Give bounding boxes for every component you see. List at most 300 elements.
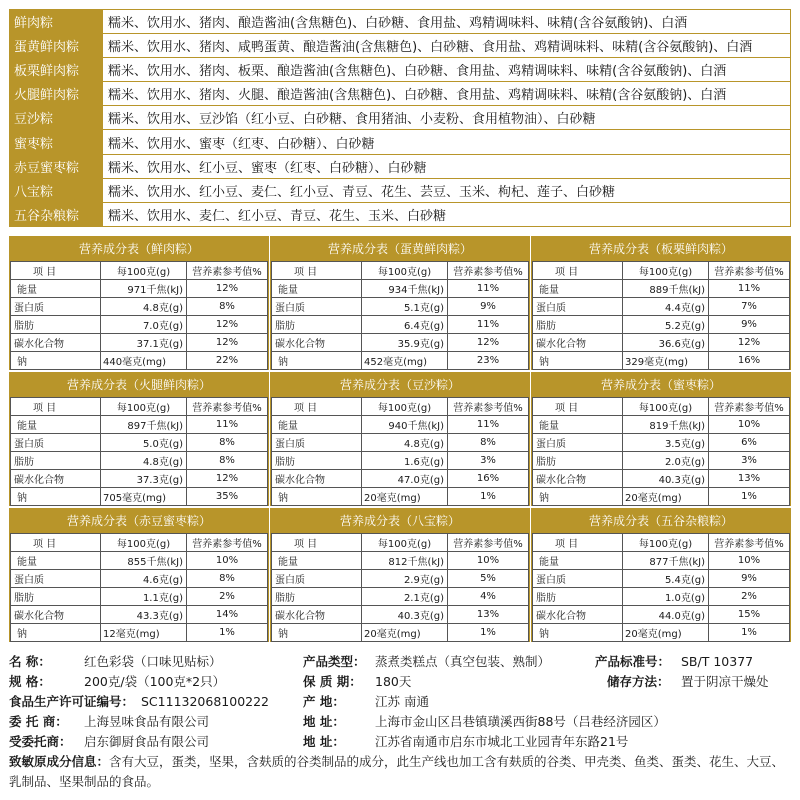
header-per100g: 每100克(g)	[362, 534, 448, 552]
nutrient-name: 钠	[533, 488, 623, 506]
nutrient-name: 钠	[272, 624, 362, 642]
client-label: 委 托 商：	[9, 714, 68, 729]
table-header-row	[533, 262, 790, 280]
ingredient-list: 糯米、饮用水、猪肉、咸鸭蛋黄、酿造酱油(含焦糖色)、白砂糖、食用盐、鸡精调味料、味精(含谷氨酸钠)、白酒	[103, 34, 791, 58]
ingredient-row	[10, 58, 791, 82]
nutrient-nrv: 11%	[448, 316, 529, 334]
header-nrv: 营养素参考值%	[187, 534, 268, 552]
table-row	[533, 316, 790, 334]
nutrient-name: 碳水化合物	[533, 470, 623, 488]
spec-label: 规 格：	[9, 674, 51, 689]
header-nrv: 营养素参考值%	[709, 262, 790, 280]
header-item: 项 目	[11, 262, 101, 280]
nutrient-name: 碳水化合物	[272, 470, 362, 488]
nutrient-nrv: 11%	[709, 280, 790, 298]
info-row-1	[9, 652, 791, 672]
spec-value: 200克/袋（100克*2只）	[84, 674, 226, 689]
nutrition-title: 营养成分表（八宝粽）	[271, 509, 529, 533]
table-row	[272, 434, 529, 452]
table-row	[533, 334, 790, 352]
table-row	[272, 624, 529, 642]
nutrient-name: 蛋白质	[533, 434, 623, 452]
nutrient-amount: 1.1克(g)	[101, 588, 187, 606]
table-row	[272, 416, 529, 434]
table-row	[533, 352, 790, 370]
ingredient-row	[10, 82, 791, 106]
nutrition-panel	[9, 372, 269, 506]
nutrient-amount: 20毫克(mg)	[623, 488, 709, 506]
table-row	[272, 452, 529, 470]
nutrient-amount: 37.3克(g)	[101, 470, 187, 488]
shelf-life-label: 保 质 期：	[303, 674, 362, 689]
nutrient-nrv: 7%	[709, 298, 790, 316]
nutrition-title: 营养成分表（五谷杂粮粽）	[532, 509, 790, 533]
table-header-row	[533, 534, 790, 552]
header-item: 项 目	[272, 262, 362, 280]
table-row	[11, 298, 268, 316]
nutrient-name: 能量	[533, 416, 623, 434]
table-header-row	[272, 398, 529, 416]
nutrient-amount: 2.0克(g)	[623, 452, 709, 470]
nutrient-amount: 4.8克(g)	[362, 434, 448, 452]
nutrient-name: 蛋白质	[11, 434, 101, 452]
header-item: 项 目	[272, 398, 362, 416]
header-nrv: 营养素参考值%	[709, 398, 790, 416]
type-value: 蒸煮类糕点（真空包装、熟制）	[375, 654, 551, 669]
header-per100g: 每100克(g)	[623, 534, 709, 552]
nutrient-amount: 4.8克(g)	[101, 452, 187, 470]
nutrient-name: 蛋白质	[272, 570, 362, 588]
nutrient-name: 钠	[533, 624, 623, 642]
nutrient-name: 蛋白质	[11, 570, 101, 588]
header-nrv: 营养素参考值%	[709, 534, 790, 552]
nutrient-name: 钠	[272, 488, 362, 506]
nutrition-table	[271, 261, 529, 370]
client-address-value: 上海市金山区吕巷镇璜溪西街88号（吕巷经济园区）	[375, 714, 666, 729]
table-header-row	[11, 398, 268, 416]
standard-label: 产品标准号：	[595, 654, 671, 669]
nutrition-table	[271, 533, 529, 642]
nutrient-amount: 452毫克(mg)	[362, 352, 448, 370]
table-row	[533, 470, 790, 488]
nutrient-nrv: 12%	[187, 470, 268, 488]
nutrient-nrv: 10%	[448, 552, 529, 570]
nutrient-name: 脂肪	[272, 588, 362, 606]
table-row	[11, 334, 268, 352]
nutrient-amount: 889千焦(kJ)	[623, 280, 709, 298]
nutrient-amount: 940千焦(kJ)	[362, 416, 448, 434]
nutrient-name: 脂肪	[533, 316, 623, 334]
table-row	[11, 452, 268, 470]
table-row	[11, 352, 268, 370]
header-item: 项 目	[11, 398, 101, 416]
table-row	[533, 452, 790, 470]
nutrient-amount: 1.6克(g)	[362, 452, 448, 470]
nutrient-name: 脂肪	[11, 316, 101, 334]
ingredients-table	[9, 9, 791, 227]
nutrition-table	[532, 397, 790, 506]
header-nrv: 营养素参考值%	[187, 398, 268, 416]
ingredient-row	[10, 130, 791, 154]
table-row	[272, 352, 529, 370]
nutrient-amount: 35.9克(g)	[362, 334, 448, 352]
nutrient-name: 蛋白质	[11, 298, 101, 316]
nutrient-name: 脂肪	[533, 588, 623, 606]
nutrient-amount: 877千焦(kJ)	[623, 552, 709, 570]
table-row	[533, 434, 790, 452]
nutrition-table	[532, 533, 790, 642]
nutrient-name: 钠	[11, 488, 101, 506]
type-label: 产品类型：	[303, 654, 366, 669]
nutrient-name: 碳水化合物	[533, 606, 623, 624]
ingredient-list: 糯米、饮用水、猪肉、板栗、酿造酱油(含焦糖色)、白砂糖、食用盐、鸡精调味料、味精(含谷氨酸钠)、白酒	[103, 58, 791, 82]
nutrient-name: 脂肪	[11, 588, 101, 606]
table-header-row	[272, 534, 529, 552]
nutrition-panel	[531, 508, 791, 642]
nutrient-amount: 1.0克(g)	[623, 588, 709, 606]
ingredient-row	[10, 34, 791, 58]
nutrient-amount: 934千焦(kJ)	[362, 280, 448, 298]
header-item: 项 目	[272, 534, 362, 552]
table-row	[272, 334, 529, 352]
header-per100g: 每100克(g)	[623, 398, 709, 416]
ingredient-list: 糯米、饮用水、红小豆、麦仁、红小豆、青豆、花生、芸豆、玉米、枸杞、莲子、白砂糖	[103, 178, 791, 202]
standard-value: SB/T 10377	[681, 654, 754, 669]
table-row	[272, 606, 529, 624]
ingredient-list: 糯米、饮用水、豆沙馅（红小豆、白砂糖、食用猪油、小麦粉、食用植物油）、白砂糖	[103, 106, 791, 130]
header-item: 项 目	[11, 534, 101, 552]
license-label: 食品生产许可证编号：	[9, 694, 135, 709]
table-header-row	[11, 534, 268, 552]
table-row	[533, 588, 790, 606]
nutrient-amount: 812千焦(kJ)	[362, 552, 448, 570]
nutrient-nrv: 12%	[187, 316, 268, 334]
nutrient-nrv: 1%	[187, 624, 268, 642]
nutrient-amount: 43.3克(g)	[101, 606, 187, 624]
table-row	[533, 298, 790, 316]
table-row	[533, 570, 790, 588]
nutrient-name: 钠	[272, 352, 362, 370]
table-row	[533, 606, 790, 624]
header-per100g: 每100克(g)	[101, 534, 187, 552]
nutrient-amount: 44.0克(g)	[623, 606, 709, 624]
nutrition-title: 营养成分表（火腿鲜肉粽）	[10, 373, 268, 397]
nutrient-amount: 5.1克(g)	[362, 298, 448, 316]
nutrient-nrv: 16%	[448, 470, 529, 488]
nutrient-amount: 329毫克(mg)	[623, 352, 709, 370]
nutrient-nrv: 23%	[448, 352, 529, 370]
nutrient-nrv: 10%	[187, 552, 268, 570]
table-row	[11, 280, 268, 298]
ingredient-list: 糯米、饮用水、麦仁、红小豆、青豆、花生、玉米、白砂糖	[103, 202, 791, 226]
nutrient-nrv: 16%	[709, 352, 790, 370]
nutrient-amount: 971千焦(kJ)	[101, 280, 187, 298]
nutrient-amount: 4.6克(g)	[101, 570, 187, 588]
table-row	[11, 416, 268, 434]
info-row-2	[9, 672, 791, 692]
table-row	[11, 606, 268, 624]
nutrient-amount: 37.1克(g)	[101, 334, 187, 352]
nutrition-panel	[9, 236, 269, 370]
nutrient-name: 能量	[11, 552, 101, 570]
table-row	[11, 588, 268, 606]
table-header-row	[11, 262, 268, 280]
ingredient-list: 糯米、饮用水、蜜枣（红枣、白砂糖）、白砂糖	[103, 130, 791, 154]
product-name: 蛋黄鲜肉粽	[10, 34, 103, 58]
nutrient-nrv: 8%	[448, 434, 529, 452]
nutrition-table	[10, 533, 268, 642]
ingredient-list: 糯米、饮用水、猪肉、火腿、酿造酱油(含焦糖色)、白砂糖、食用盐、鸡精调味料、味精(含谷氨酸钠)、白酒	[103, 82, 791, 106]
table-row	[11, 488, 268, 506]
nutrient-name: 蛋白质	[272, 298, 362, 316]
product-name: 鲜肉粽	[10, 10, 103, 34]
nutrient-name: 钠	[533, 352, 623, 370]
storage-value: 置于阴凉干燥处	[681, 674, 769, 689]
allergen-label: 致敏原成分信息：	[9, 754, 110, 769]
nutrient-name: 脂肪	[11, 452, 101, 470]
nutrient-amount: 819千焦(kJ)	[623, 416, 709, 434]
name-label: 名 称：	[9, 654, 51, 669]
ingredient-row	[10, 202, 791, 226]
nutrient-nrv: 9%	[448, 298, 529, 316]
nutrient-nrv: 8%	[187, 434, 268, 452]
nutrient-name: 蛋白质	[533, 298, 623, 316]
nutrient-nrv: 15%	[709, 606, 790, 624]
nutrition-panel	[531, 372, 791, 506]
nutrient-nrv: 11%	[187, 416, 268, 434]
nutrient-nrv: 11%	[448, 416, 529, 434]
origin-label: 产 地：	[303, 694, 345, 709]
nutrient-amount: 5.2克(g)	[623, 316, 709, 334]
nutrition-panel	[9, 508, 269, 642]
ingredient-row	[10, 178, 791, 202]
ingredient-list: 糯米、饮用水、猪肉、酿造酱油(含焦糖色)、白砂糖、食用盐、鸡精调味料、味精(含谷氨酸钠)、白酒	[103, 10, 791, 34]
header-per100g: 每100克(g)	[623, 262, 709, 280]
table-row	[272, 570, 529, 588]
nutrient-name: 脂肪	[272, 316, 362, 334]
nutrient-nrv: 2%	[187, 588, 268, 606]
product-name: 火腿鲜肉粽	[10, 82, 103, 106]
table-row	[272, 280, 529, 298]
nutrient-nrv: 3%	[448, 452, 529, 470]
nutrient-name: 能量	[11, 416, 101, 434]
nutrient-amount: 5.0克(g)	[101, 434, 187, 452]
nutrient-nrv: 1%	[709, 488, 790, 506]
nutrition-title: 营养成分表（蛋黄鲜肉粽）	[271, 237, 529, 261]
nutrient-amount: 440毫克(mg)	[101, 352, 187, 370]
nutrient-nrv: 12%	[187, 334, 268, 352]
maker-label: 受委托商：	[9, 734, 72, 749]
allergen-value: 含有大豆，蛋类，坚果，含麸质的谷类制品的成分，此生产线也加工含有麸质的谷类、甲壳类、鱼类、蛋类、花生、大豆、乳制品、坚果制品的食品。	[9, 754, 785, 789]
nutrient-nrv: 2%	[709, 588, 790, 606]
nutrient-amount: 20毫克(mg)	[623, 624, 709, 642]
nutrient-amount: 2.1克(g)	[362, 588, 448, 606]
table-row	[533, 280, 790, 298]
nutrient-amount: 40.3克(g)	[623, 470, 709, 488]
nutrient-amount: 20毫克(mg)	[362, 624, 448, 642]
product-name: 板栗鲜肉粽	[10, 58, 103, 82]
nutrient-name: 脂肪	[272, 452, 362, 470]
table-row	[272, 588, 529, 606]
nutrient-nrv: 10%	[709, 552, 790, 570]
header-nrv: 营养素参考值%	[448, 398, 529, 416]
nutrient-nrv: 12%	[448, 334, 529, 352]
nutrient-name: 蛋白质	[533, 570, 623, 588]
nutrient-name: 能量	[533, 552, 623, 570]
nutrient-name: 钠	[11, 352, 101, 370]
table-row	[11, 570, 268, 588]
nutrient-nrv: 4%	[448, 588, 529, 606]
info-row-5	[9, 732, 791, 752]
nutrition-table	[271, 397, 529, 506]
nutrient-nrv: 22%	[187, 352, 268, 370]
nutrient-name: 能量	[272, 552, 362, 570]
nutrient-amount: 40.3克(g)	[362, 606, 448, 624]
nutrient-amount: 2.9克(g)	[362, 570, 448, 588]
ingredient-row	[10, 154, 791, 178]
nutrient-amount: 36.6克(g)	[623, 334, 709, 352]
header-per100g: 每100克(g)	[362, 262, 448, 280]
nutrient-nrv: 1%	[709, 624, 790, 642]
nutrient-nrv: 1%	[448, 488, 529, 506]
table-row	[272, 488, 529, 506]
nutrient-nrv: 11%	[448, 280, 529, 298]
product-name: 豆沙粽	[10, 106, 103, 130]
client-address-label: 地 址：	[303, 714, 345, 729]
origin-value: 江苏 南通	[375, 694, 429, 709]
nutrient-nrv: 14%	[187, 606, 268, 624]
product-name: 八宝粽	[10, 178, 103, 202]
nutrient-name: 碳水化合物	[11, 470, 101, 488]
nutrition-title: 营养成分表（鲜肉粽）	[10, 237, 268, 261]
maker-address-value: 江苏省南通市启东市城北工业园青年东路21号	[375, 734, 629, 749]
nutrient-amount: 897千焦(kJ)	[101, 416, 187, 434]
nutrient-nrv: 10%	[709, 416, 790, 434]
nutrient-amount: 855千焦(kJ)	[101, 552, 187, 570]
nutrition-panel	[270, 372, 530, 506]
nutrition-title: 营养成分表（豆沙粽）	[271, 373, 529, 397]
nutrient-nrv: 12%	[709, 334, 790, 352]
product-name: 五谷杂粮粽	[10, 202, 103, 226]
client-value: 上海昱味食品有限公司	[84, 714, 210, 729]
header-per100g: 每100克(g)	[362, 398, 448, 416]
table-row	[272, 470, 529, 488]
nutrient-amount: 705毫克(mg)	[101, 488, 187, 506]
nutrient-nrv: 3%	[709, 452, 790, 470]
nutrient-nrv: 8%	[187, 452, 268, 470]
table-row	[533, 552, 790, 570]
nutrient-amount: 5.4克(g)	[623, 570, 709, 588]
table-row	[11, 434, 268, 452]
nutrient-nrv: 9%	[709, 570, 790, 588]
nutrition-table	[532, 261, 790, 370]
table-row	[11, 624, 268, 642]
nutrient-nrv: 13%	[448, 606, 529, 624]
header-per100g: 每100克(g)	[101, 262, 187, 280]
nutrient-nrv: 6%	[709, 434, 790, 452]
info-row-3	[9, 692, 791, 712]
header-item: 项 目	[533, 398, 623, 416]
header-nrv: 营养素参考值%	[187, 262, 268, 280]
ingredient-row	[10, 10, 791, 34]
table-row	[11, 470, 268, 488]
info-row-4	[9, 712, 791, 732]
license-value: SC11132068100222	[141, 694, 270, 709]
header-nrv: 营养素参考值%	[448, 534, 529, 552]
nutrient-name: 碳水化合物	[11, 606, 101, 624]
header-per100g: 每100克(g)	[101, 398, 187, 416]
nutrient-nrv: 12%	[187, 280, 268, 298]
header-item: 项 目	[533, 534, 623, 552]
table-row	[11, 316, 268, 334]
header-item: 项 目	[533, 262, 623, 280]
table-row	[272, 316, 529, 334]
table-row	[11, 552, 268, 570]
nutrient-name: 碳水化合物	[533, 334, 623, 352]
table-header-row	[533, 398, 790, 416]
nutrition-title: 营养成分表（赤豆蜜枣粽）	[10, 509, 268, 533]
name-value: 红色彩袋（口味见贴标）	[84, 654, 222, 669]
table-row	[272, 298, 529, 316]
nutrient-nrv: 5%	[448, 570, 529, 588]
nutrient-nrv: 35%	[187, 488, 268, 506]
nutrient-amount: 3.5克(g)	[623, 434, 709, 452]
nutrient-name: 碳水化合物	[272, 334, 362, 352]
nutrient-name: 能量	[272, 280, 362, 298]
nutrient-amount: 20毫克(mg)	[362, 488, 448, 506]
ingredient-list: 糯米、饮用水、红小豆、蜜枣（红枣、白砂糖）、白砂糖	[103, 154, 791, 178]
allergen-info	[9, 752, 791, 792]
nutrient-nrv: 1%	[448, 624, 529, 642]
nutrient-nrv: 8%	[187, 298, 268, 316]
maker-value: 启东御厨食品有限公司	[84, 734, 210, 749]
table-row	[533, 624, 790, 642]
nutrient-nrv: 13%	[709, 470, 790, 488]
nutrition-title: 营养成分表（板栗鲜肉粽）	[532, 237, 790, 261]
product-name: 蜜枣粽	[10, 130, 103, 154]
nutrient-nrv: 8%	[187, 570, 268, 588]
storage-label: 储存方法：	[607, 674, 670, 689]
nutrient-amount: 4.4克(g)	[623, 298, 709, 316]
nutrition-table	[10, 397, 268, 506]
nutrition-panel	[531, 236, 791, 370]
nutrient-amount: 7.0克(g)	[101, 316, 187, 334]
table-header-row	[272, 262, 529, 280]
nutrition-tables	[9, 236, 791, 642]
product-name: 赤豆蜜枣粽	[10, 154, 103, 178]
nutrition-table	[10, 261, 268, 370]
nutrient-name: 碳水化合物	[272, 606, 362, 624]
nutrient-name: 能量	[533, 280, 623, 298]
table-row	[272, 552, 529, 570]
nutrient-name: 能量	[272, 416, 362, 434]
table-row	[533, 416, 790, 434]
nutrition-panel	[270, 508, 530, 642]
nutrition-panel	[270, 236, 530, 370]
nutrient-amount: 47.0克(g)	[362, 470, 448, 488]
nutrient-name: 脂肪	[533, 452, 623, 470]
nutrient-amount: 4.8克(g)	[101, 298, 187, 316]
nutrient-name: 钠	[11, 624, 101, 642]
nutrient-amount: 12毫克(mg)	[101, 624, 187, 642]
nutrient-name: 蛋白质	[272, 434, 362, 452]
ingredient-row	[10, 106, 791, 130]
nutrient-amount: 6.4克(g)	[362, 316, 448, 334]
shelf-life-value: 180天	[375, 674, 412, 689]
nutrient-nrv: 9%	[709, 316, 790, 334]
nutrient-name: 碳水化合物	[11, 334, 101, 352]
maker-address-label: 地 址：	[303, 734, 345, 749]
